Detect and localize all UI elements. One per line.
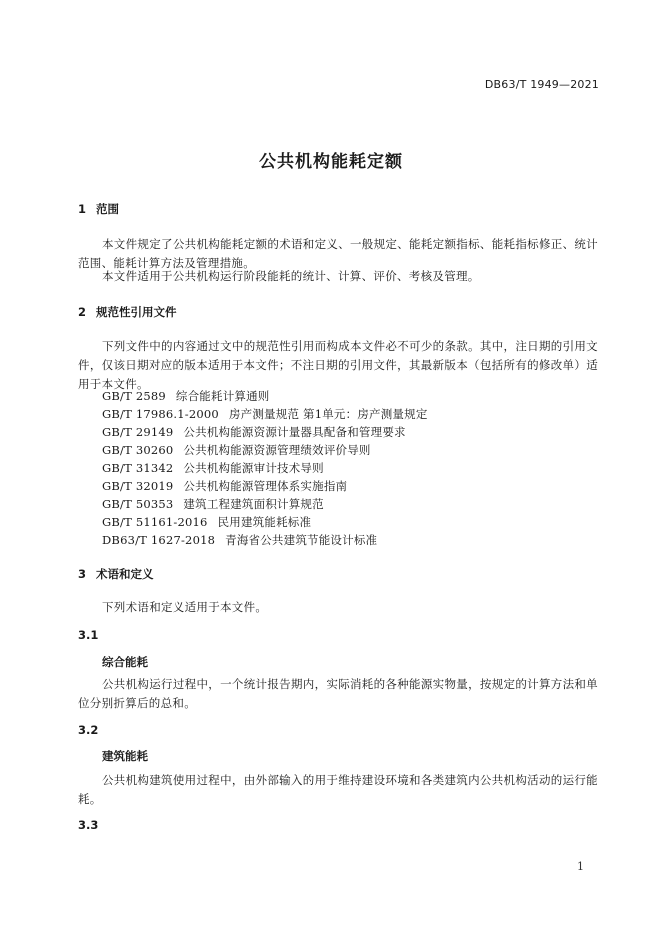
section-2-heading	[78, 304, 177, 320]
term-number: 3.2	[78, 723, 99, 737]
reference-item	[102, 478, 347, 494]
reference-item	[102, 442, 371, 458]
term-number: 3.3	[78, 818, 99, 832]
reference-item	[102, 424, 406, 440]
reference-name: 公共机构能源资源计量器具配备和管理要求	[183, 425, 406, 439]
section-1-heading	[78, 201, 119, 217]
section-3-number: 3	[78, 567, 87, 581]
reference-name: 青海省公共建筑节能设计标准	[225, 533, 378, 547]
reference-item	[102, 532, 377, 548]
reference-item	[102, 388, 270, 404]
section-2-title: 规范性引用文件	[96, 305, 177, 319]
reference-code: GB/T 31342	[102, 461, 174, 475]
reference-code: GB/T 51161-2016	[102, 515, 208, 529]
reference-name: 综合能耗计算通则	[175, 389, 270, 403]
term-title: 综合能耗	[102, 655, 148, 669]
term-definition: 公共机构建筑使用过程中，由外部输入的用于维持建设环境和各类建筑内公共机构活动的运行能耗。	[78, 773, 598, 806]
reference-code: GB/T 2589	[102, 389, 166, 403]
reference-code: GB/T 32019	[102, 479, 174, 493]
term-title: 建筑能耗	[102, 749, 148, 763]
reference-code: DB63/T 1627-2018	[102, 533, 216, 547]
reference-name: 公共机构能源管理体系实施指南	[183, 479, 348, 493]
document-title: 公共机构能耗定额	[259, 152, 403, 172]
reference-name: 民用建筑能耗标准	[217, 515, 312, 529]
reference-item	[102, 496, 324, 512]
reference-name: 房产测量规范 第1单元：房产测量规定	[228, 407, 428, 421]
term-number: 3.1	[78, 628, 99, 642]
section-3-paragraph-1: 下列术语和定义适用于本文件。	[102, 600, 268, 614]
reference-code: GB/T 30260	[102, 443, 174, 457]
reference-name: 公共机构能源审计技术导则	[183, 461, 324, 475]
reference-item	[102, 514, 311, 530]
reference-name: 建筑工程建筑面积计算规范	[183, 497, 324, 511]
reference-code: GB/T 17986.1-2000	[102, 407, 219, 421]
reference-name: 公共机构能源资源管理绩效评价导则	[183, 443, 371, 457]
standard-id: DB63/T 1949—2021	[484, 78, 599, 91]
reference-item	[102, 460, 324, 476]
section-1-paragraph-1: 本文件规定了公共机构能耗定额的术语和定义、一般规定、能耗定额指标、能耗指标修正、统计范围、能耗计算方法及管理措施。	[78, 237, 598, 270]
section-2-paragraph-1: 下列文件中的内容通过文中的规范性引用而构成本文件必不可少的条款。其中，注日期的引用文件，仅该日期对应的版本适用于本文件；不注日期的引用文件，其最新版本（包括所有的修改单）适用于本文件。	[78, 339, 598, 391]
section-2-number: 2	[78, 305, 87, 319]
reference-code: GB/T 29149	[102, 425, 174, 439]
section-3-heading	[78, 566, 154, 582]
reference-item	[102, 406, 428, 422]
section-1-paragraph-2: 本文件适用于公共机构运行阶段能耗的统计、计算、评价、考核及管理。	[102, 269, 480, 283]
section-3-title: 术语和定义	[96, 567, 154, 581]
section-1-number: 1	[78, 202, 87, 216]
section-1-title: 范围	[96, 202, 119, 216]
reference-code: GB/T 50353	[102, 497, 174, 511]
page-number: 1	[577, 860, 584, 873]
term-definition: 公共机构运行过程中，一个统计报告期内，实际消耗的各种能源实物量，按规定的计算方法和单位分别折算后的总和。	[78, 677, 598, 710]
